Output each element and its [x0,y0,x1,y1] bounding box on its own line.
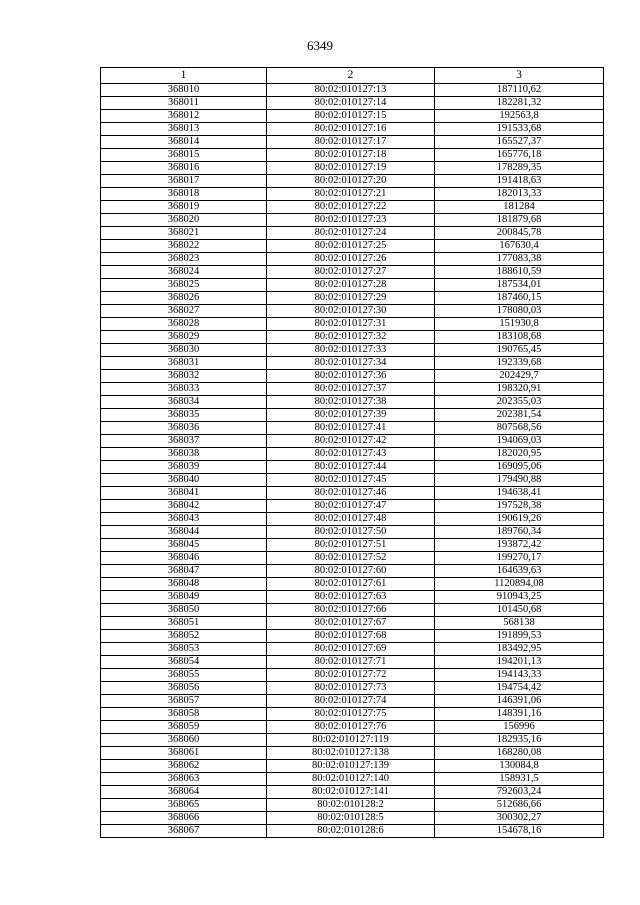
table-cell: 368050 [101,604,267,617]
table-cell: 80:02:010127:25 [267,240,435,253]
table-cell: 188610,59 [435,266,604,279]
table-row [101,136,604,149]
table-cell: 80:02:010127:44 [267,461,435,474]
table-row [101,630,604,643]
table-cell: 368065 [101,799,267,812]
table-cell: 164639,63 [435,565,604,578]
table-cell: 807568,56 [435,422,604,435]
table-cell: 187110,62 [435,84,604,97]
table-cell: 191418,63 [435,175,604,188]
table-row [101,344,604,357]
table-cell: 368062 [101,760,267,773]
table-row [101,448,604,461]
table-cell: 368045 [101,539,267,552]
table-row [101,799,604,812]
table-cell: 200845,78 [435,227,604,240]
table-cell: 101450,68 [435,604,604,617]
table-cell: 183108,68 [435,331,604,344]
table-cell: 80:02:010127:42 [267,435,435,448]
table-cell: 368057 [101,695,267,708]
table-cell: 80:02:010127:34 [267,357,435,370]
table-cell: 80:02:010127:69 [267,643,435,656]
table-cell: 80:02:010127:140 [267,773,435,786]
table-cell: 1120894,08 [435,578,604,591]
table-row [101,773,604,786]
table-cell: 80:02:010127:72 [267,669,435,682]
table-cell: 189760,34 [435,526,604,539]
table-cell: 368031 [101,357,267,370]
table-row [101,539,604,552]
table-cell: 368025 [101,279,267,292]
table-row [101,656,604,669]
table-row [101,591,604,604]
table-cell: 168280,08 [435,747,604,760]
table-row [101,201,604,214]
table-cell: 368018 [101,188,267,201]
table-cell: 80:02:010127:37 [267,383,435,396]
column-header: 2 [267,68,435,84]
table-cell: 368053 [101,643,267,656]
table-cell: 198320,91 [435,383,604,396]
table-cell: 368034 [101,396,267,409]
table-cell: 80:02:010127:28 [267,279,435,292]
table-cell: 80:02:010127:75 [267,708,435,721]
table-cell: 80:02:010127:19 [267,162,435,175]
table-cell: 80:02:010127:74 [267,695,435,708]
table-cell: 368059 [101,721,267,734]
table-cell: 368036 [101,422,267,435]
table-cell: 80:02:010127:24 [267,227,435,240]
table-row [101,266,604,279]
table-row [101,500,604,513]
table-cell: 165776,18 [435,149,604,162]
table-row [101,760,604,773]
table-cell: 194201,13 [435,656,604,669]
table-cell: 368019 [101,201,267,214]
table-cell: 80:02:010127:61 [267,578,435,591]
table-cell: 181879,68 [435,214,604,227]
table-cell: 368067 [101,825,267,838]
table-cell: 80:02:010127:46 [267,487,435,500]
table-cell: 368011 [101,97,267,110]
table-cell: 190765,45 [435,344,604,357]
table-cell: 193872,42 [435,539,604,552]
table-cell: 368052 [101,630,267,643]
table-row [101,110,604,123]
table-row [101,253,604,266]
table-row [101,357,604,370]
table-cell: 368041 [101,487,267,500]
table-cell: 80:02:010127:23 [267,214,435,227]
table-cell: 80:02:010127:76 [267,721,435,734]
table-cell: 191899,53 [435,630,604,643]
table-cell: 368037 [101,435,267,448]
table-cell: 568138 [435,617,604,630]
table-row [101,175,604,188]
table-cell: 368028 [101,318,267,331]
column-header: 3 [435,68,604,84]
table-cell: 368032 [101,370,267,383]
table-cell: 130084,8 [435,760,604,773]
table-cell: 80:02:010127:71 [267,656,435,669]
table-cell: 368064 [101,786,267,799]
table-cell: 368023 [101,253,267,266]
page-number: 6349 [307,38,333,53]
table-row [101,474,604,487]
table-row [101,84,604,97]
table-cell: 368022 [101,240,267,253]
table-cell: 80:02:010127:68 [267,630,435,643]
table-cell: 512686,66 [435,799,604,812]
table-cell: 368060 [101,734,267,747]
table-row [101,812,604,825]
table-row [101,734,604,747]
table-cell: 202355,03 [435,396,604,409]
table-cell: 194143,33 [435,669,604,682]
table-row [101,487,604,500]
table-row [101,669,604,682]
table-cell: 169095,06 [435,461,604,474]
table-row [101,305,604,318]
table-cell: 80:02:010128:5 [267,812,435,825]
table-cell: 80:02:010127:33 [267,344,435,357]
table-cell: 368021 [101,227,267,240]
table-cell: 80:02:010127:60 [267,565,435,578]
table-cell: 158931,5 [435,773,604,786]
table-cell: 368040 [101,474,267,487]
table-row [101,578,604,591]
table-cell: 368044 [101,526,267,539]
table-cell: 80:02:010127:13 [267,84,435,97]
table-row [101,162,604,175]
table-row [101,526,604,539]
table-row [101,695,604,708]
table-cell: 179490,88 [435,474,604,487]
table-cell: 182935,16 [435,734,604,747]
table-cell: 368058 [101,708,267,721]
table-row [101,383,604,396]
table-cell: 80:02:010127:14 [267,97,435,110]
table-cell: 192339,68 [435,357,604,370]
table-cell: 177083,38 [435,253,604,266]
table-cell: 154678,16 [435,825,604,838]
table-row [101,123,604,136]
table-cell: 368046 [101,552,267,565]
table-cell: 368013 [101,123,267,136]
table-cell: 80:02:010127:32 [267,331,435,344]
table-cell: 80:02:010127:21 [267,188,435,201]
table-cell: 192563,8 [435,110,604,123]
table-cell: 368014 [101,136,267,149]
table-cell: 368055 [101,669,267,682]
table-cell: 368039 [101,461,267,474]
table-cell: 80:02:010127:51 [267,539,435,552]
table-row [101,292,604,305]
table-row [101,422,604,435]
table-cell: 146391,06 [435,695,604,708]
table-cell: 80:02:010127:139 [267,760,435,773]
table-cell: 182020,95 [435,448,604,461]
table-cell: 368024 [101,266,267,279]
table-row [101,188,604,201]
table-cell: 368033 [101,383,267,396]
table-row [101,825,604,838]
table-row [101,279,604,292]
table-cell: 368048 [101,578,267,591]
table-row [101,643,604,656]
table-row [101,552,604,565]
table-cell: 80:02:010127:36 [267,370,435,383]
table-cell: 368029 [101,331,267,344]
table-cell: 368012 [101,110,267,123]
table-cell: 368020 [101,214,267,227]
table-cell: 368049 [101,591,267,604]
table-cell: 368038 [101,448,267,461]
table-row [101,682,604,695]
table-cell: 178080,03 [435,305,604,318]
table-cell: 80:02:010127:17 [267,136,435,149]
table-row [101,565,604,578]
table-cell: 368015 [101,149,267,162]
table-cell: 80:02:010127:20 [267,175,435,188]
table-cell: 80:02:010127:38 [267,396,435,409]
table-row [101,331,604,344]
table-cell: 80:02:010127:39 [267,409,435,422]
table-cell: 368054 [101,656,267,669]
table-cell: 368056 [101,682,267,695]
table-cell: 80:02:010127:27 [267,266,435,279]
table-cell: 80:02:010127:45 [267,474,435,487]
table-cell: 80:02:010127:52 [267,552,435,565]
table-cell: 80:02:010127:29 [267,292,435,305]
table-cell: 368035 [101,409,267,422]
table-cell: 80:02:010127:48 [267,513,435,526]
table-cell: 80:02:010127:43 [267,448,435,461]
table-row [101,513,604,526]
table-cell: 80:02:010127:119 [267,734,435,747]
table-cell: 368027 [101,305,267,318]
table-row [101,240,604,253]
table-cell: 910943,25 [435,591,604,604]
table-cell: 202381,54 [435,409,604,422]
table-cell: 182013,33 [435,188,604,201]
table-cell: 80:02:010127:41 [267,422,435,435]
table-body [101,84,604,838]
table-cell: 182281,32 [435,97,604,110]
table-cell: 80:02:010128:2 [267,799,435,812]
table-cell: 80:02:010127:18 [267,149,435,162]
column-header: 1 [101,68,267,84]
table-cell: 80:02:010128:6 [267,825,435,838]
data-table [100,67,604,838]
table-cell: 368051 [101,617,267,630]
table-cell: 187460,15 [435,292,604,305]
table-cell: 80:02:010127:16 [267,123,435,136]
table-cell: 80:02:010127:22 [267,201,435,214]
table-cell: 194754,42 [435,682,604,695]
table-row [101,396,604,409]
table-row [101,97,604,110]
table-row [101,318,604,331]
table-cell: 368047 [101,565,267,578]
table-row [101,708,604,721]
table-cell: 80:02:010127:26 [267,253,435,266]
table-cell: 368042 [101,500,267,513]
table-cell: 199270,17 [435,552,604,565]
table-cell: 368010 [101,84,267,97]
table-cell: 80:02:010127:73 [267,682,435,695]
table-cell: 80:02:010127:141 [267,786,435,799]
table-cell: 300302,27 [435,812,604,825]
table-row [101,604,604,617]
table-cell: 194069,03 [435,435,604,448]
table-cell: 80:02:010127:15 [267,110,435,123]
table-cell: 80:02:010127:47 [267,500,435,513]
table-row [101,149,604,162]
table-cell: 156996 [435,721,604,734]
header-row [101,68,604,84]
table-cell: 368061 [101,747,267,760]
table-cell: 190619,26 [435,513,604,526]
table-cell: 148391,16 [435,708,604,721]
table-cell: 368017 [101,175,267,188]
table-cell: 368030 [101,344,267,357]
table-cell: 80:02:010127:31 [267,318,435,331]
table-row [101,786,604,799]
table-cell: 368043 [101,513,267,526]
table-cell: 792603,24 [435,786,604,799]
table-cell: 368063 [101,773,267,786]
table-cell: 80:02:010127:138 [267,747,435,760]
table-row [101,747,604,760]
table-cell: 368066 [101,812,267,825]
table-cell: 191533,68 [435,123,604,136]
table-cell: 80:02:010127:50 [267,526,435,539]
table-cell: 151930,8 [435,318,604,331]
table-cell: 202429,7 [435,370,604,383]
table-cell: 80:02:010127:67 [267,617,435,630]
table-cell: 178289,35 [435,162,604,175]
table-row [101,461,604,474]
table-cell: 80:02:010127:63 [267,591,435,604]
table-row [101,435,604,448]
table-cell: 80:02:010127:66 [267,604,435,617]
table-row [101,617,604,630]
table-cell: 181284 [435,201,604,214]
table-cell: 368016 [101,162,267,175]
table-row [101,214,604,227]
table-row [101,721,604,734]
table-cell: 165527,37 [435,136,604,149]
table-cell: 197528,38 [435,500,604,513]
table-cell: 183492,95 [435,643,604,656]
table-row [101,409,604,422]
table-cell: 194638,41 [435,487,604,500]
table-cell: 187534,01 [435,279,604,292]
table-cell: 167630,4 [435,240,604,253]
table-cell: 80:02:010127:30 [267,305,435,318]
table-row [101,370,604,383]
table-cell: 368026 [101,292,267,305]
table-row [101,227,604,240]
